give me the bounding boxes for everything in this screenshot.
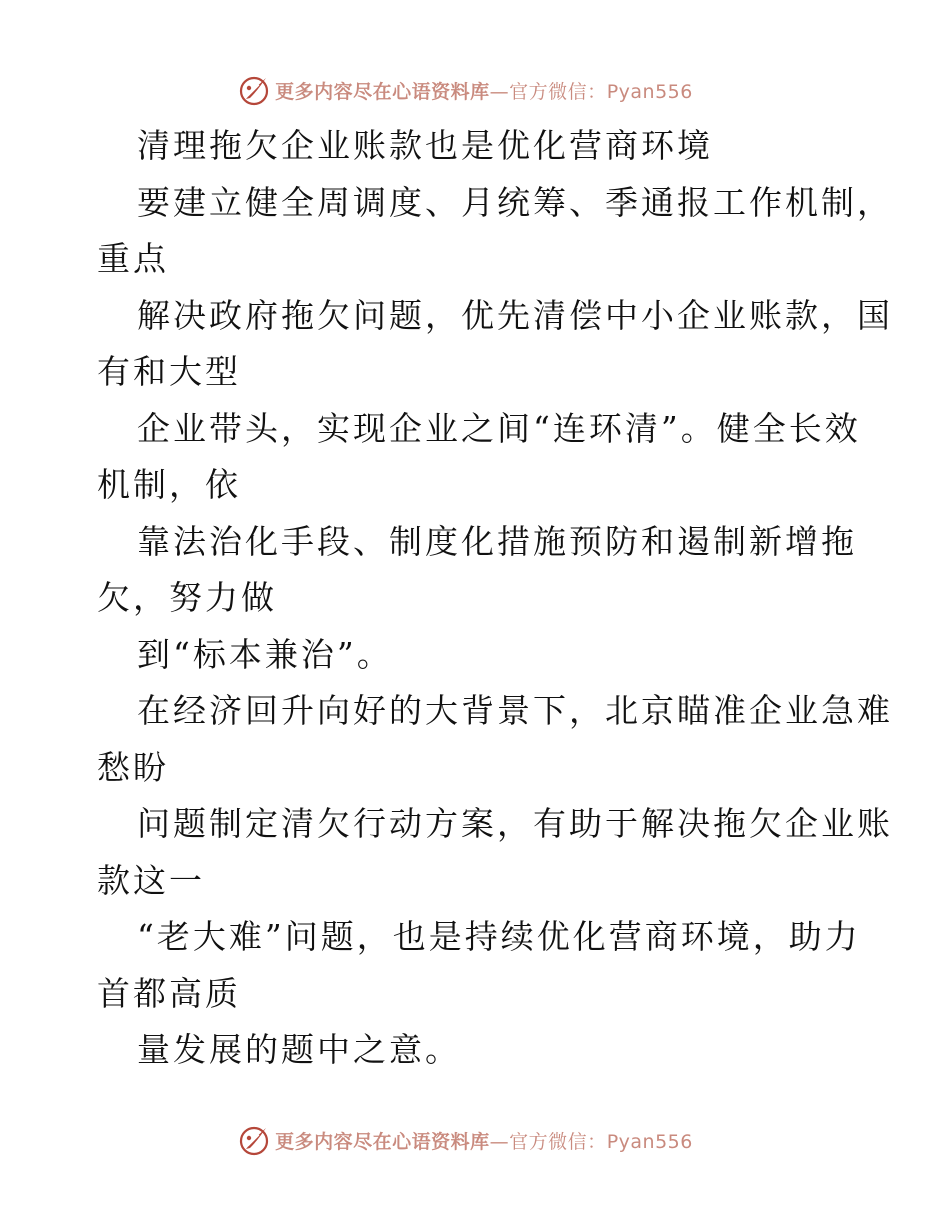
text-line: 要建立健全周调度、月统筹、季通报工作机制， [137,182,893,222]
quill-seal-icon [237,1123,271,1157]
text-line: 首都高质 [97,973,241,1013]
text-line: 企业带头，实现企业之间“连环清”。健全长效 [137,408,861,448]
banner-site-name: 更多内容尽在心语资料库 [275,1130,490,1153]
text-line: 到“标本兼治”。 [137,634,393,674]
text-line: 重点 [97,239,169,278]
text-line: 机制，依 [97,465,241,504]
banner-wechat-id: Pyan556 [606,80,693,103]
header-banner [0,70,950,110]
banner-site-name: 更多内容尽在心语资料库 [275,80,490,103]
text-line: 欠，努力做 [97,578,277,617]
text-line: 款这一 [97,860,205,900]
banner-text [275,1127,693,1154]
header-banner-content [237,73,693,107]
banner-dash: — [489,1130,510,1153]
text-line: 问题制定清欠行动方案，有助于解决拖欠企业账 [137,804,893,843]
banner-wechat-id: Pyan556 [606,1130,693,1153]
banner-dash: — [489,80,510,103]
text-line: 靠法治化手段、制度化措施预防和遏制新增拖 [137,521,857,561]
text-line: 有和大型 [97,352,241,391]
text-line: 清理拖欠企业账款也是优化营商环境 [137,126,713,165]
text-line: 量发展的题中之意。 [137,1030,461,1069]
banner-text [275,77,693,104]
text-line: “老大难”问题，也是持续优化营商环境，助力 [137,917,861,956]
text-line: 解决政府拖欠问题，优先清偿中小企业账款，国 [137,295,893,335]
banner-wechat-label: 官方微信： [509,1130,607,1153]
document-body [0,118,950,1079]
footer-banner-content [237,1123,693,1157]
footer-banner [0,1120,950,1160]
text-line: 愁盼 [97,747,169,787]
text-line: 在经济回升向好的大背景下，北京瞄准企业急难 [137,691,893,730]
quill-seal-icon [237,73,271,107]
banner-wechat-label: 官方微信： [509,80,607,103]
